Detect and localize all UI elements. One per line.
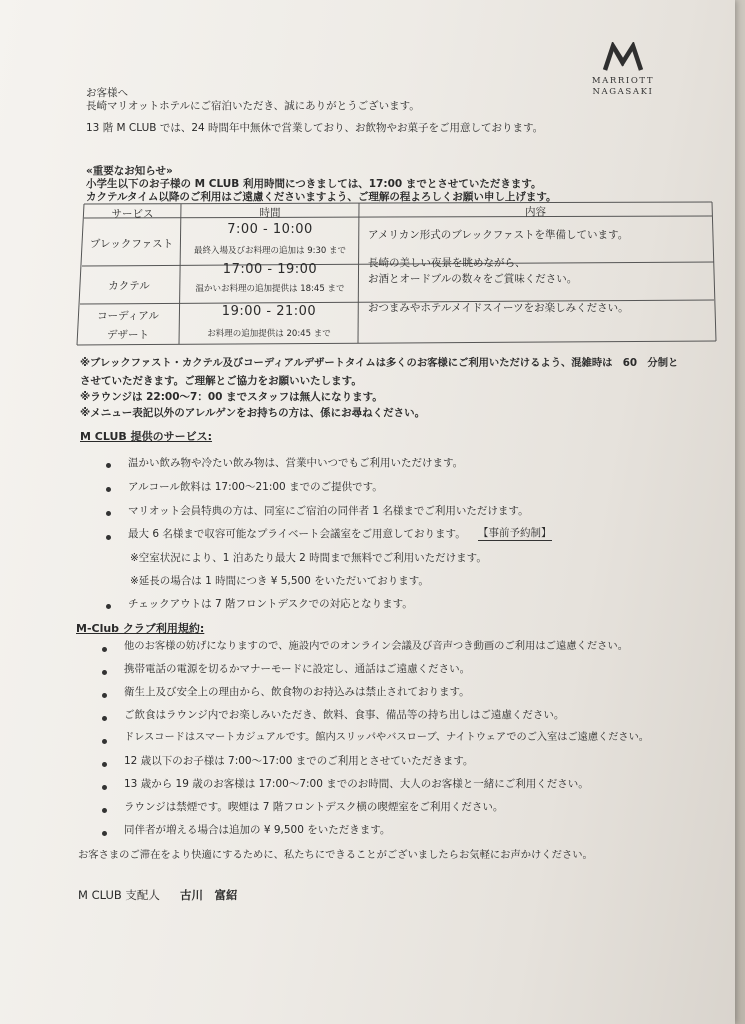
logo-city: NAGASAKI bbox=[592, 87, 654, 97]
row-breakfast-time: 7:00 - 10:00 bbox=[227, 222, 313, 237]
rule-item-7: 13 歳から 19 歳のお客様は 17:00～7:00 までのお時間、大人のお客様と一緒にご利用ください。 bbox=[124, 778, 589, 790]
service-item-1: 温かい飲み物や冷たい飲み物は、営業中いつでもご利用いただけます。 bbox=[128, 457, 464, 469]
bullet-icon bbox=[102, 785, 107, 790]
bullet-icon bbox=[102, 670, 107, 675]
row-cordial-time: 19:00 - 21:00 bbox=[221, 304, 317, 319]
bullet-icon bbox=[106, 511, 111, 516]
service-sub-note-2: ※延長の場合は 1 時間につき ¥ 5,500 をいただいております。 bbox=[130, 575, 429, 587]
notice-line-1: 小学生以下のお子様の M CLUB 利用時間につきましては、17:00 までとさせていただきます。 bbox=[86, 178, 542, 190]
row-cocktail-time-note: 温かいお料理の追加提供は 18:45 まで bbox=[195, 284, 345, 294]
reservation-tag: 【事前予約制】 bbox=[478, 527, 552, 539]
rule-item-9: 同伴者が増える場合は追加の ¥ 9,500 をいただきます。 bbox=[124, 824, 391, 836]
greeting-line-2: 13 階 M CLUB では、24 時間年中無休で営業しており、お飲物やお菓子をご用意しております。 bbox=[86, 122, 544, 134]
marriott-m-logo-icon bbox=[601, 42, 645, 72]
signature-name: 古川 富紹 bbox=[180, 888, 238, 902]
rule-item-8: ラウンジは禁煙です。喫煙は 7 階フロントデスク横の喫煙室をご利用ください。 bbox=[124, 801, 504, 813]
bullet-icon bbox=[106, 463, 111, 468]
rule-item-5: ドレスコードはスマートカジュアルです。館内スリッパやバスローブ、ナイトウェアでのご入室はご遠慮ください。 bbox=[124, 732, 649, 743]
signature-title: M CLUB 支配人 bbox=[78, 888, 160, 902]
service-sub-note-1: ※空室状況により、1 泊あたり最大 2 時間まで無料でご利用いただけます。 bbox=[130, 552, 487, 564]
logo-brand: MARRIOTT bbox=[591, 76, 655, 86]
row-breakfast-service: ブレックファスト bbox=[89, 238, 174, 250]
note-line-3: ※ラウンジは 22:00～7：00 までスタッフは無人になります。 bbox=[80, 391, 383, 403]
greeting-line-1: 長崎マリオットホテルにご宿泊いただき、誠にありがとうございます。 bbox=[86, 100, 420, 112]
service-item-4: 最大 6 名様まで収容可能なプライベート会議室をご用意しております。 bbox=[128, 528, 466, 540]
row-breakfast-content: アメリカン形式のブレックファストを準備しています。 bbox=[368, 229, 629, 241]
notice-heading: «重要なお知らせ» bbox=[86, 165, 173, 177]
rule-item-6: 12 歳以下のお子様は 7:00～17:00 までのご利用とさせていただきます。 bbox=[124, 755, 474, 767]
row-cordial-service-2: デザート bbox=[107, 329, 149, 341]
rules-heading: M-Club クラブ利用規約: bbox=[76, 622, 205, 635]
row-cocktail-service: カクテル bbox=[108, 280, 150, 292]
row-breakfast-time-note: 最終入場及びお料理の追加は 9:30 まで bbox=[194, 246, 346, 256]
bullet-icon bbox=[106, 487, 111, 492]
row-cocktail-content-2: お酒とオードブルの数々をご賞味ください。 bbox=[368, 273, 578, 285]
bullet-icon bbox=[102, 647, 107, 652]
rule-item-2: 携帯電話の電源を切るかマナーモードに設定し、通話はご遠慮ください。 bbox=[124, 663, 471, 675]
note-line-1: ※ブレックファスト・カクテル及びコーディアルデザートタイムは多くのお客様にご利用いただけるよう、混雑時は 60 分制と bbox=[80, 357, 679, 369]
salutation: お客様へ bbox=[86, 87, 128, 99]
row-cordial-content: おつまみやホテルメイドスイーツをお楽しみください。 bbox=[368, 302, 629, 314]
rule-item-3: 衛生上及び安全上の理由から、飲食物のお持込みは禁止されております。 bbox=[124, 686, 470, 698]
rule-item-4: ご飲食はラウンジ内でお楽しみいただき、飲料、食事、備品等の持ち出しはご遠慮ください。 bbox=[124, 709, 565, 721]
bullet-icon bbox=[102, 739, 107, 744]
bullet-icon bbox=[106, 604, 111, 609]
row-cordial-time-note: お料理の追加提供は 20:45 まで bbox=[207, 329, 331, 339]
table-header-time: 時間 bbox=[259, 207, 281, 219]
row-cocktail-time: 17:00 - 19:00 bbox=[222, 262, 318, 277]
services-heading: M CLUB 提供のサービス: bbox=[80, 430, 213, 443]
bullet-icon bbox=[102, 716, 107, 721]
row-cordial-service-1: コーディアル bbox=[97, 310, 159, 322]
note-line-4: ※メニュー表記以外のアレルゲンをお持ちの方は、係にお尋ねください。 bbox=[80, 407, 426, 419]
closing-line: お客さまのご滞在をより快適にするために、私たちにできることがございましたらお気軽にお声かけください。 bbox=[78, 849, 593, 861]
bullet-icon bbox=[102, 831, 107, 836]
service-item-5: チェックアウトは 7 階フロントデスクでの対応となります。 bbox=[128, 598, 413, 610]
note-line-2: させていただきます。ご理解とご協力をお願いいたします。 bbox=[80, 375, 362, 387]
bullet-icon bbox=[102, 762, 107, 767]
hotel-logo bbox=[583, 42, 663, 98]
bullet-icon bbox=[106, 535, 111, 540]
table-header-service: サービス bbox=[111, 208, 154, 220]
row-cocktail-content-1: 長崎の美しい夜景を眺めながら、 bbox=[368, 257, 526, 269]
rule-item-1: 他のお客様の妨げになりますので、施設内でのオンライン会議及び音声つき動画のご利用はご遠慮ください。 bbox=[124, 640, 629, 652]
bullet-icon bbox=[102, 693, 107, 698]
bullet-icon bbox=[102, 808, 107, 813]
service-item-3: マリオット会員特典の方は、同室にご宿泊の同伴者 1 名様までご利用いただけます。 bbox=[128, 505, 529, 517]
service-item-2: アルコール飲料は 17:00～21:00 までのご提供です。 bbox=[128, 481, 383, 493]
table-header-content: 内容 bbox=[525, 206, 546, 218]
notice-line-2: カクテルタイム以降のご利用はご遠慮くださいますよう、ご理解の程よろしくお願い申し上げます。 bbox=[86, 191, 557, 203]
